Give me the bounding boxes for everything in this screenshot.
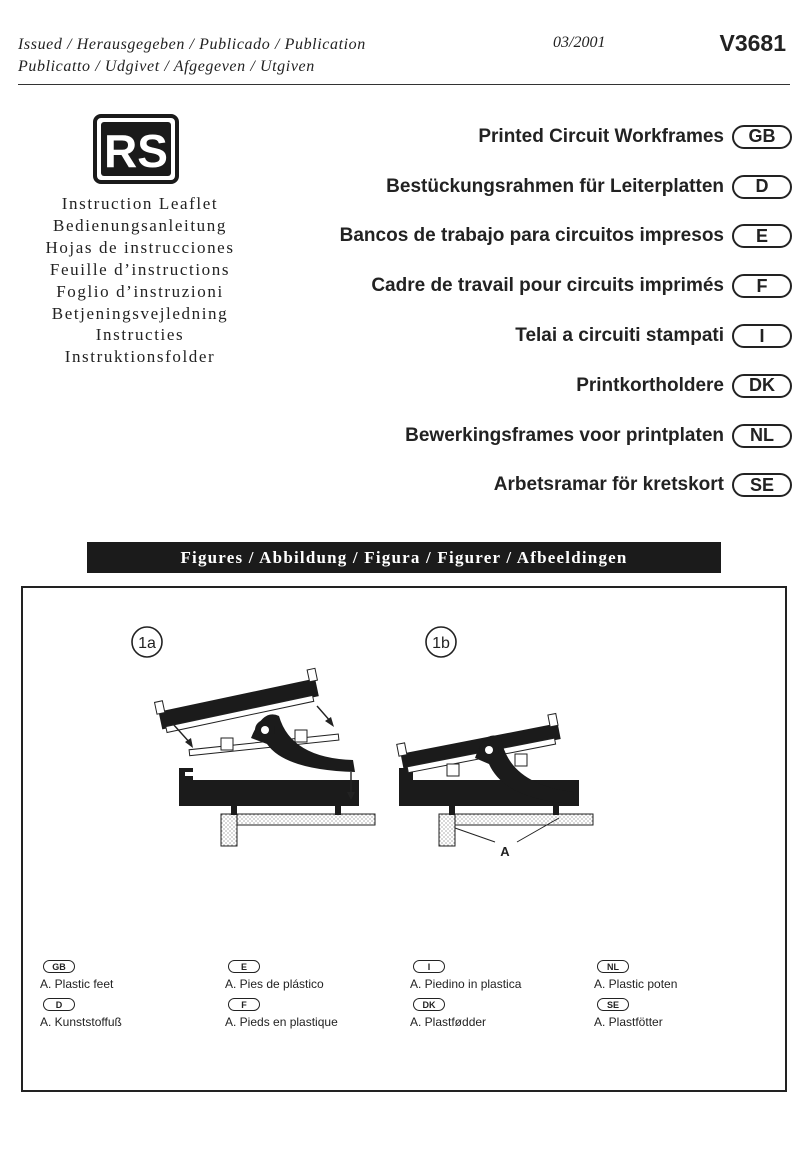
language-badge: E	[732, 224, 792, 248]
product-title-row	[340, 261, 792, 311]
leaflet-title-list	[20, 193, 260, 368]
figure-1a-drawing	[155, 668, 375, 846]
product-title: Arbetsramar för kretskort	[493, 474, 724, 496]
legend-column	[40, 960, 210, 1036]
leaflet-title: Foglio d’instruzioni	[56, 281, 224, 301]
legend-text: A. Piedino in plastica	[410, 977, 522, 991]
figure-1b-label	[426, 627, 456, 657]
svg-text:1b: 1b	[432, 635, 450, 652]
legend-language-badge: F	[228, 998, 260, 1011]
product-title-row	[340, 112, 792, 162]
legend-column	[225, 960, 395, 1036]
product-title: Bancos de trabajo para circuitos impresos	[339, 225, 724, 247]
rs-logo-text: RS	[104, 125, 168, 177]
product-title-row	[340, 411, 792, 461]
leaflet-title: Feuille d’instructions	[49, 259, 231, 279]
legend-column	[594, 960, 764, 1036]
figure-1b-drawing	[397, 713, 593, 859]
language-badge: F	[732, 274, 792, 298]
legend-text: A. Plastfødder	[410, 1015, 487, 1029]
issued-line-2: Publicatto / Udgivet / Afgegeven / Utgiven	[18, 58, 315, 75]
header-divider	[18, 84, 790, 85]
product-title: Cadre de travail pour circuits imprimés	[371, 275, 724, 297]
legend-language-badge: SE	[597, 998, 629, 1011]
legend-language-badge: E	[228, 960, 260, 973]
product-title: Bewerkingsframes voor printplaten	[405, 424, 724, 446]
product-title-row	[340, 311, 792, 361]
legend-language-badge: GB	[43, 960, 75, 973]
product-title: Printed Circuit Workframes	[478, 125, 724, 147]
legend-language-badge: I	[413, 960, 445, 973]
language-badge: GB	[732, 125, 792, 149]
issued-block	[18, 34, 366, 78]
issued-line-1: Issued / Herausgegeben / Publicado / Publication	[18, 36, 366, 53]
document-code: V3681	[719, 30, 786, 56]
legend-text: A. Pies de plástico	[225, 977, 324, 991]
leaflet-title: Instructies	[95, 325, 185, 345]
language-badge: I	[732, 324, 792, 348]
product-title-row	[340, 212, 792, 262]
product-title-row	[340, 162, 792, 212]
rs-logo	[93, 114, 179, 184]
product-title: Printkortholdere	[576, 374, 724, 396]
legend-column	[410, 960, 580, 1036]
product-title: Telai a circuiti stampati	[515, 325, 724, 347]
leaflet-title: Instruction Leaflet	[61, 194, 219, 213]
language-badge: DK	[732, 374, 792, 398]
legend-language-badge: NL	[597, 960, 629, 973]
language-badge: SE	[732, 473, 792, 497]
product-title-list	[340, 112, 792, 510]
language-badge: D	[732, 175, 792, 199]
legend-text: A. Plastfötter	[594, 1015, 663, 1029]
issue-date: 03/2001	[553, 34, 606, 51]
language-badge: NL	[732, 424, 792, 448]
leaflet-title: Bedienungsanleitung	[53, 215, 227, 235]
svg-text:1a: 1a	[138, 635, 156, 652]
product-title-row	[340, 361, 792, 411]
figures-banner: Figures / Abbildung / Figura / Figurer / Afbeeldingen	[87, 542, 721, 573]
leaflet-title: Instruktionsfolder	[64, 347, 216, 367]
legend-language-badge: DK	[413, 998, 445, 1011]
product-title-row	[340, 461, 792, 511]
leaflet-title: Betjeningsvejledning	[51, 303, 229, 323]
callout-label: A	[500, 844, 510, 859]
figure-1a-label	[132, 627, 162, 657]
legend-text: A. Plastic feet	[40, 977, 114, 991]
legend-text: A. Pieds en plastique	[225, 1015, 338, 1029]
legend-text: A. Kunststoffuß	[40, 1015, 122, 1029]
leaflet-title: Hojas de instrucciones	[45, 237, 235, 257]
legend-language-badge: D	[43, 998, 75, 1011]
legend-text: A. Plastic poten	[594, 977, 678, 991]
product-title: Bestückungsrahmen für Leiterplatten	[386, 175, 724, 197]
